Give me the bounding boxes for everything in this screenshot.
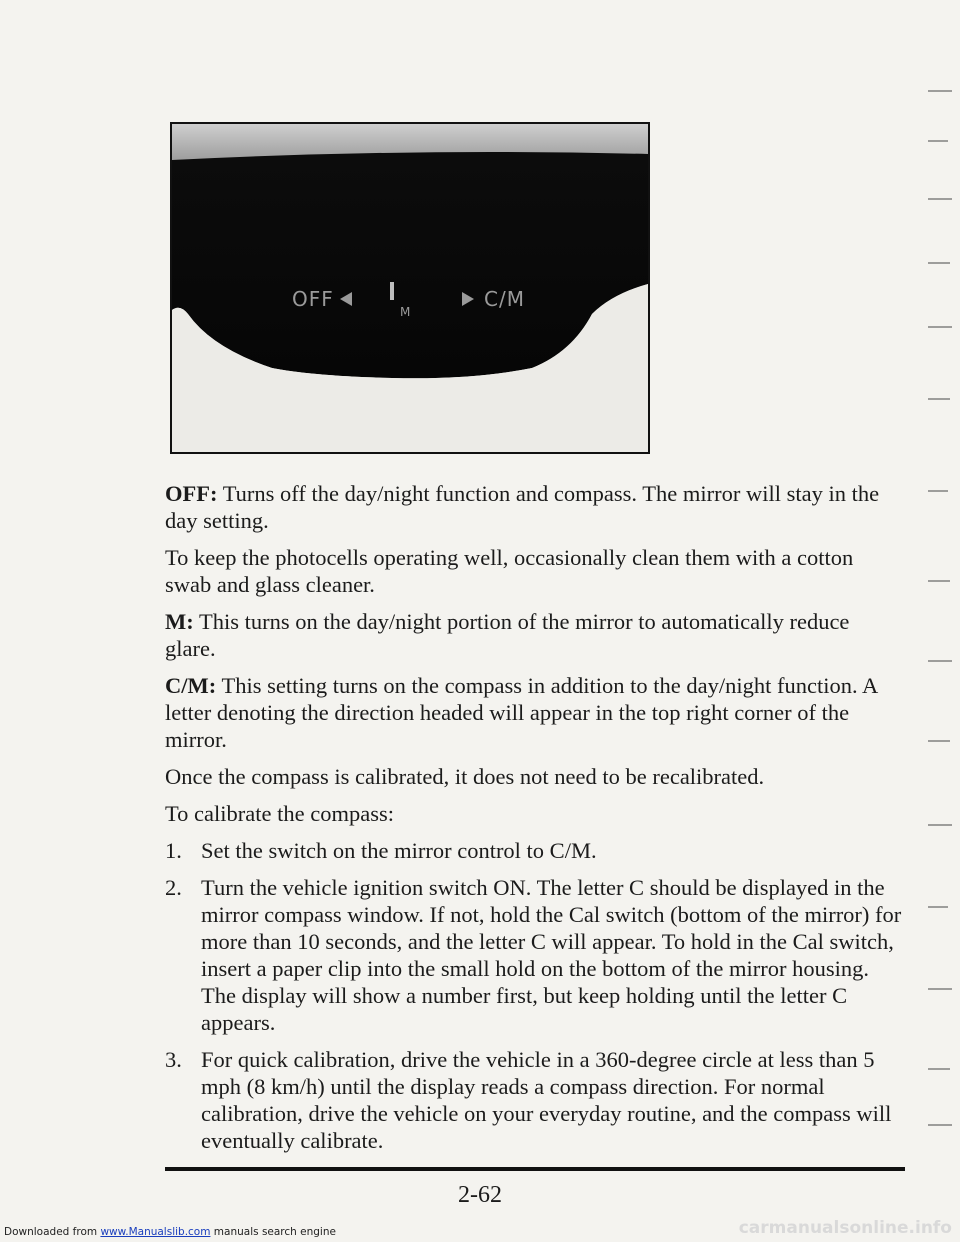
step-number: 3. bbox=[165, 1047, 182, 1072]
cm-text: This setting turns on the compass in addition to the day/night function. A letter denoting the direction headed will appear in the top right corner of the mirror. bbox=[165, 673, 878, 752]
switch-lever bbox=[390, 282, 394, 300]
m-label: M: bbox=[165, 609, 194, 634]
margin-mark bbox=[928, 90, 952, 92]
margin-mark bbox=[928, 140, 948, 142]
step-text: Turn the vehicle ignition switch ON. The letter C should be displayed in the mirror compass window. If not, hold the Cal switch (bottom of the mirror) for more than 10 seconds, and the letter C will appear. To hold in the Cal switch, insert a paper clip into the small hold on the bottom of the mirror housing. The display will show a number first, but keep holding until the letter C appears. bbox=[201, 875, 902, 1035]
list-item bbox=[165, 1046, 905, 1154]
footer-prefix: Downloaded from bbox=[4, 1226, 101, 1238]
m-description bbox=[165, 608, 905, 662]
margin-mark bbox=[928, 1124, 952, 1126]
margin-mark bbox=[928, 988, 952, 990]
margin-mark bbox=[928, 262, 950, 264]
margin-mark bbox=[928, 1068, 950, 1070]
margin-mark bbox=[928, 490, 948, 492]
margin-mark bbox=[928, 326, 952, 328]
step-text: Set the switch on the mirror control to C/M. bbox=[201, 838, 597, 863]
cm-description bbox=[165, 672, 905, 753]
step-number: 1. bbox=[165, 838, 182, 863]
download-footer bbox=[4, 1226, 336, 1238]
manualslib-link[interactable]: www.Manualslib.com bbox=[100, 1226, 211, 1238]
footer-suffix: manuals search engine bbox=[210, 1226, 336, 1238]
margin-mark bbox=[928, 398, 950, 400]
page-content bbox=[165, 480, 905, 1164]
switch-label-m: M bbox=[400, 305, 412, 319]
switch-label-off: OFF bbox=[292, 287, 334, 311]
watermark-text: carmanualsonline.info bbox=[738, 1218, 952, 1238]
margin-mark bbox=[928, 660, 952, 662]
mirror-illustration bbox=[172, 124, 648, 452]
m-text: This turns on the day/night portion of the mirror to automatically reduce glare. bbox=[165, 609, 850, 661]
footer-rule bbox=[165, 1167, 905, 1171]
calibration-steps bbox=[165, 837, 905, 1154]
list-item bbox=[165, 837, 905, 864]
margin-mark bbox=[928, 906, 948, 908]
mirror-control-photo bbox=[170, 122, 650, 454]
switch-label-cm: C/M bbox=[484, 287, 525, 311]
margin-mark bbox=[928, 740, 950, 742]
page-number: 2-62 bbox=[458, 1182, 502, 1208]
step-number: 2. bbox=[165, 875, 182, 900]
step-text: For quick calibration, drive the vehicle in a 360-degree circle at less than 5 mph (8 km/h) until the display reads a compass direction. For normal calibration, drive the vehicle on your everyday routine, and the compass will eventually calibrate. bbox=[201, 1047, 892, 1153]
margin-mark bbox=[928, 580, 950, 582]
photocells-paragraph: To keep the photocells operating well, occasionally clean them with a cotton swab and glass cleaner. bbox=[165, 545, 854, 597]
calibrated-paragraph: Once the compass is calibrated, it does not need to be recalibrated. bbox=[165, 764, 765, 789]
to-calibrate-heading: To calibrate the compass: bbox=[165, 801, 394, 826]
list-item bbox=[165, 874, 905, 1036]
margin-mark bbox=[928, 824, 952, 826]
off-text: Turns off the day/night function and compass. The mirror will stay in the day setting. bbox=[165, 481, 880, 533]
margin-mark bbox=[928, 198, 952, 200]
off-label: OFF: bbox=[165, 481, 218, 506]
cm-label: C/M: bbox=[165, 673, 217, 698]
off-description bbox=[165, 480, 905, 534]
